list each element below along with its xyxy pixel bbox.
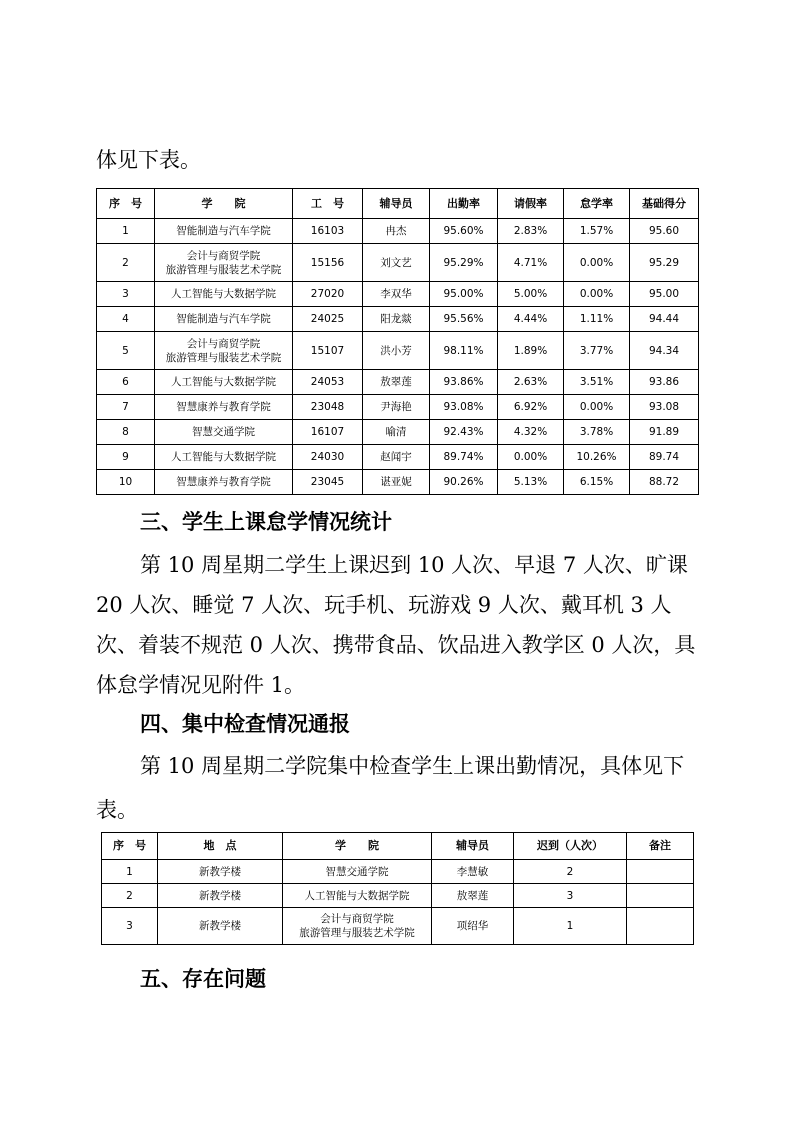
table1-cell: 谌亚妮 [363,470,430,495]
table1-cell: 3.77% [564,332,630,370]
table1-cell: 智慧康养与教育学院 [155,395,293,420]
table2-cell [627,884,694,908]
table2-cell: 李慧敏 [432,860,514,884]
table1-cell: 4 [97,307,155,332]
intro-tail-text: 体见下表。 [96,148,201,172]
table1-header-cell: 辅导员 [363,189,430,219]
table1-cell: 0.00% [564,395,630,420]
table1-cell: 7 [97,395,155,420]
table1-cell: 23045 [293,470,363,495]
table1-cell: 90.26% [430,470,498,495]
table1-cell: 24053 [293,370,363,395]
table-row [97,395,699,420]
table1-cell: 98.11% [430,332,498,370]
table1-cell: 人工智能与大数据学院 [155,370,293,395]
table1-cell: 1.11% [564,307,630,332]
table-row [97,332,699,370]
table-row [97,307,699,332]
table1-cell: 冉杰 [363,219,430,244]
table1-cell: 人工智能与大数据学院 [155,445,293,470]
table1-cell: 95.60 [630,219,699,244]
table-row [97,219,699,244]
inspection-table [101,832,694,945]
table1-cell: 阳龙燚 [363,307,430,332]
table1-cell: 10 [97,470,155,495]
table1-cell: 91.89 [630,420,699,445]
table1-header-cell: 学 院 [155,189,293,219]
table1-cell: 刘文艺 [363,244,430,282]
table1-cell: 10.26% [564,445,630,470]
table2-cell: 会计与商贸学院 旅游管理与服装艺术学院 [283,908,432,945]
table1-cell: 喻清 [363,420,430,445]
table1-cell: 89.74% [430,445,498,470]
table1-header-cell: 基础得分 [630,189,699,219]
table2-cell: 新教学楼 [158,908,283,945]
table2-cell [627,860,694,884]
table1-cell: 会计与商贸学院 旅游管理与服装艺术学院 [155,244,293,282]
table1-cell: 智慧交通学院 [155,420,293,445]
section4-body: 第 10 周星期二学院集中检查学生上课出勤情况，具体见下表。 [96,754,685,822]
section3-body: 第 10 周星期二学生上课迟到 10 人次、早退 7 人次、旷课 20 人次、睡觉 7 人次、玩手机、玩游戏 9 人次、戴耳机 3 人次、着装不规范 0 人次、携带食品、饮品进入教学区 0 人次，具体怠学情况见附件 1。 [96,553,696,697]
table1-cell: 5.13% [498,470,564,495]
table2-cell: 项绍华 [432,908,514,945]
table1-cell: 6.92% [498,395,564,420]
table-row [102,884,694,908]
table1-header-cell: 工 号 [293,189,363,219]
table2-cell: 3 [514,884,627,908]
table1-cell: 敖翠莲 [363,370,430,395]
table2-cell [627,908,694,945]
table-row [97,420,699,445]
table1-cell: 2.83% [498,219,564,244]
table1-cell: 24025 [293,307,363,332]
table1-cell: 89.74 [630,445,699,470]
table1-cell: 会计与商贸学院 旅游管理与服装艺术学院 [155,332,293,370]
table2-cell: 1 [102,860,158,884]
table1-cell: 16107 [293,420,363,445]
table2-cell: 2 [514,860,627,884]
table1-cell: 95.00% [430,282,498,307]
table1-cell: 4.44% [498,307,564,332]
table1-cell: 93.86% [430,370,498,395]
table2-header-cell: 地 点 [158,833,283,860]
table1-cell: 93.08% [430,395,498,420]
table2-header-cell: 备注 [627,833,694,860]
table1-cell: 4.32% [498,420,564,445]
table2-cell: 人工智能与大数据学院 [283,884,432,908]
table1-cell: 95.29 [630,244,699,282]
table1-header-row [97,189,699,219]
counselor-score-table [96,188,699,495]
table-row [97,470,699,495]
table2-header-row [102,833,694,860]
table-row [102,860,694,884]
table2-header-cell: 迟到（人次） [514,833,627,860]
table-row [97,244,699,282]
table-row [102,908,694,945]
table1-cell: 95.29% [430,244,498,282]
table1-cell: 93.86 [630,370,699,395]
table-row [97,282,699,307]
table2-header-cell: 序 号 [102,833,158,860]
table1-cell: 0.00% [564,244,630,282]
table1-header-cell: 怠学率 [564,189,630,219]
table1-cell: 93.08 [630,395,699,420]
table1-cell: 尹海艳 [363,395,430,420]
table1-cell: 1.89% [498,332,564,370]
table1-cell: 智慧康养与教育学院 [155,470,293,495]
table1-cell: 0.00% [498,445,564,470]
table1-cell: 李双华 [363,282,430,307]
table2-cell: 1 [514,908,627,945]
table-row [97,445,699,470]
table1-cell: 3 [97,282,155,307]
section5-heading: 五、存在问题 [140,967,266,991]
table1-cell: 2 [97,244,155,282]
table2-header-cell: 学 院 [283,833,432,860]
table1-cell: 智能制造与汽车学院 [155,307,293,332]
table1-cell: 95.00 [630,282,699,307]
table1-cell: 6.15% [564,470,630,495]
table1-cell: 88.72 [630,470,699,495]
table1-cell: 1 [97,219,155,244]
table1-cell: 94.44 [630,307,699,332]
table1-cell: 8 [97,420,155,445]
table2-cell: 新教学楼 [158,860,283,884]
table1-cell: 5 [97,332,155,370]
table-row [97,370,699,395]
table1-cell: 4.71% [498,244,564,282]
table2-header-cell: 辅导员 [432,833,514,860]
table1-cell: 16103 [293,219,363,244]
table1-cell: 24030 [293,445,363,470]
table1-header-cell: 请假率 [498,189,564,219]
table1-cell: 3.51% [564,370,630,395]
section3-heading: 三、学生上课怠学情况统计 [140,510,392,534]
table1-header-cell: 出勤率 [430,189,498,219]
table1-cell: 6 [97,370,155,395]
table1-cell: 2.63% [498,370,564,395]
table2-cell: 敖翠莲 [432,884,514,908]
table1-cell: 3.78% [564,420,630,445]
table1-cell: 27020 [293,282,363,307]
table2-cell: 智慧交通学院 [283,860,432,884]
table1-cell: 92.43% [430,420,498,445]
table1-cell: 智能制造与汽车学院 [155,219,293,244]
table1-cell: 人工智能与大数据学院 [155,282,293,307]
table1-header-cell: 序 号 [97,189,155,219]
table1-cell: 94.34 [630,332,699,370]
table1-cell: 15107 [293,332,363,370]
table1-cell: 5.00% [498,282,564,307]
table1-cell: 15156 [293,244,363,282]
table1-cell: 0.00% [564,282,630,307]
table1-cell: 95.60% [430,219,498,244]
section4-heading: 四、集中检查情况通报 [140,712,350,736]
table1-cell: 1.57% [564,219,630,244]
table1-cell: 23048 [293,395,363,420]
table2-cell: 3 [102,908,158,945]
table1-cell: 洪小芳 [363,332,430,370]
table1-cell: 95.56% [430,307,498,332]
table2-cell: 2 [102,884,158,908]
table2-cell: 新教学楼 [158,884,283,908]
table1-cell: 赵闻宇 [363,445,430,470]
table1-cell: 9 [97,445,155,470]
